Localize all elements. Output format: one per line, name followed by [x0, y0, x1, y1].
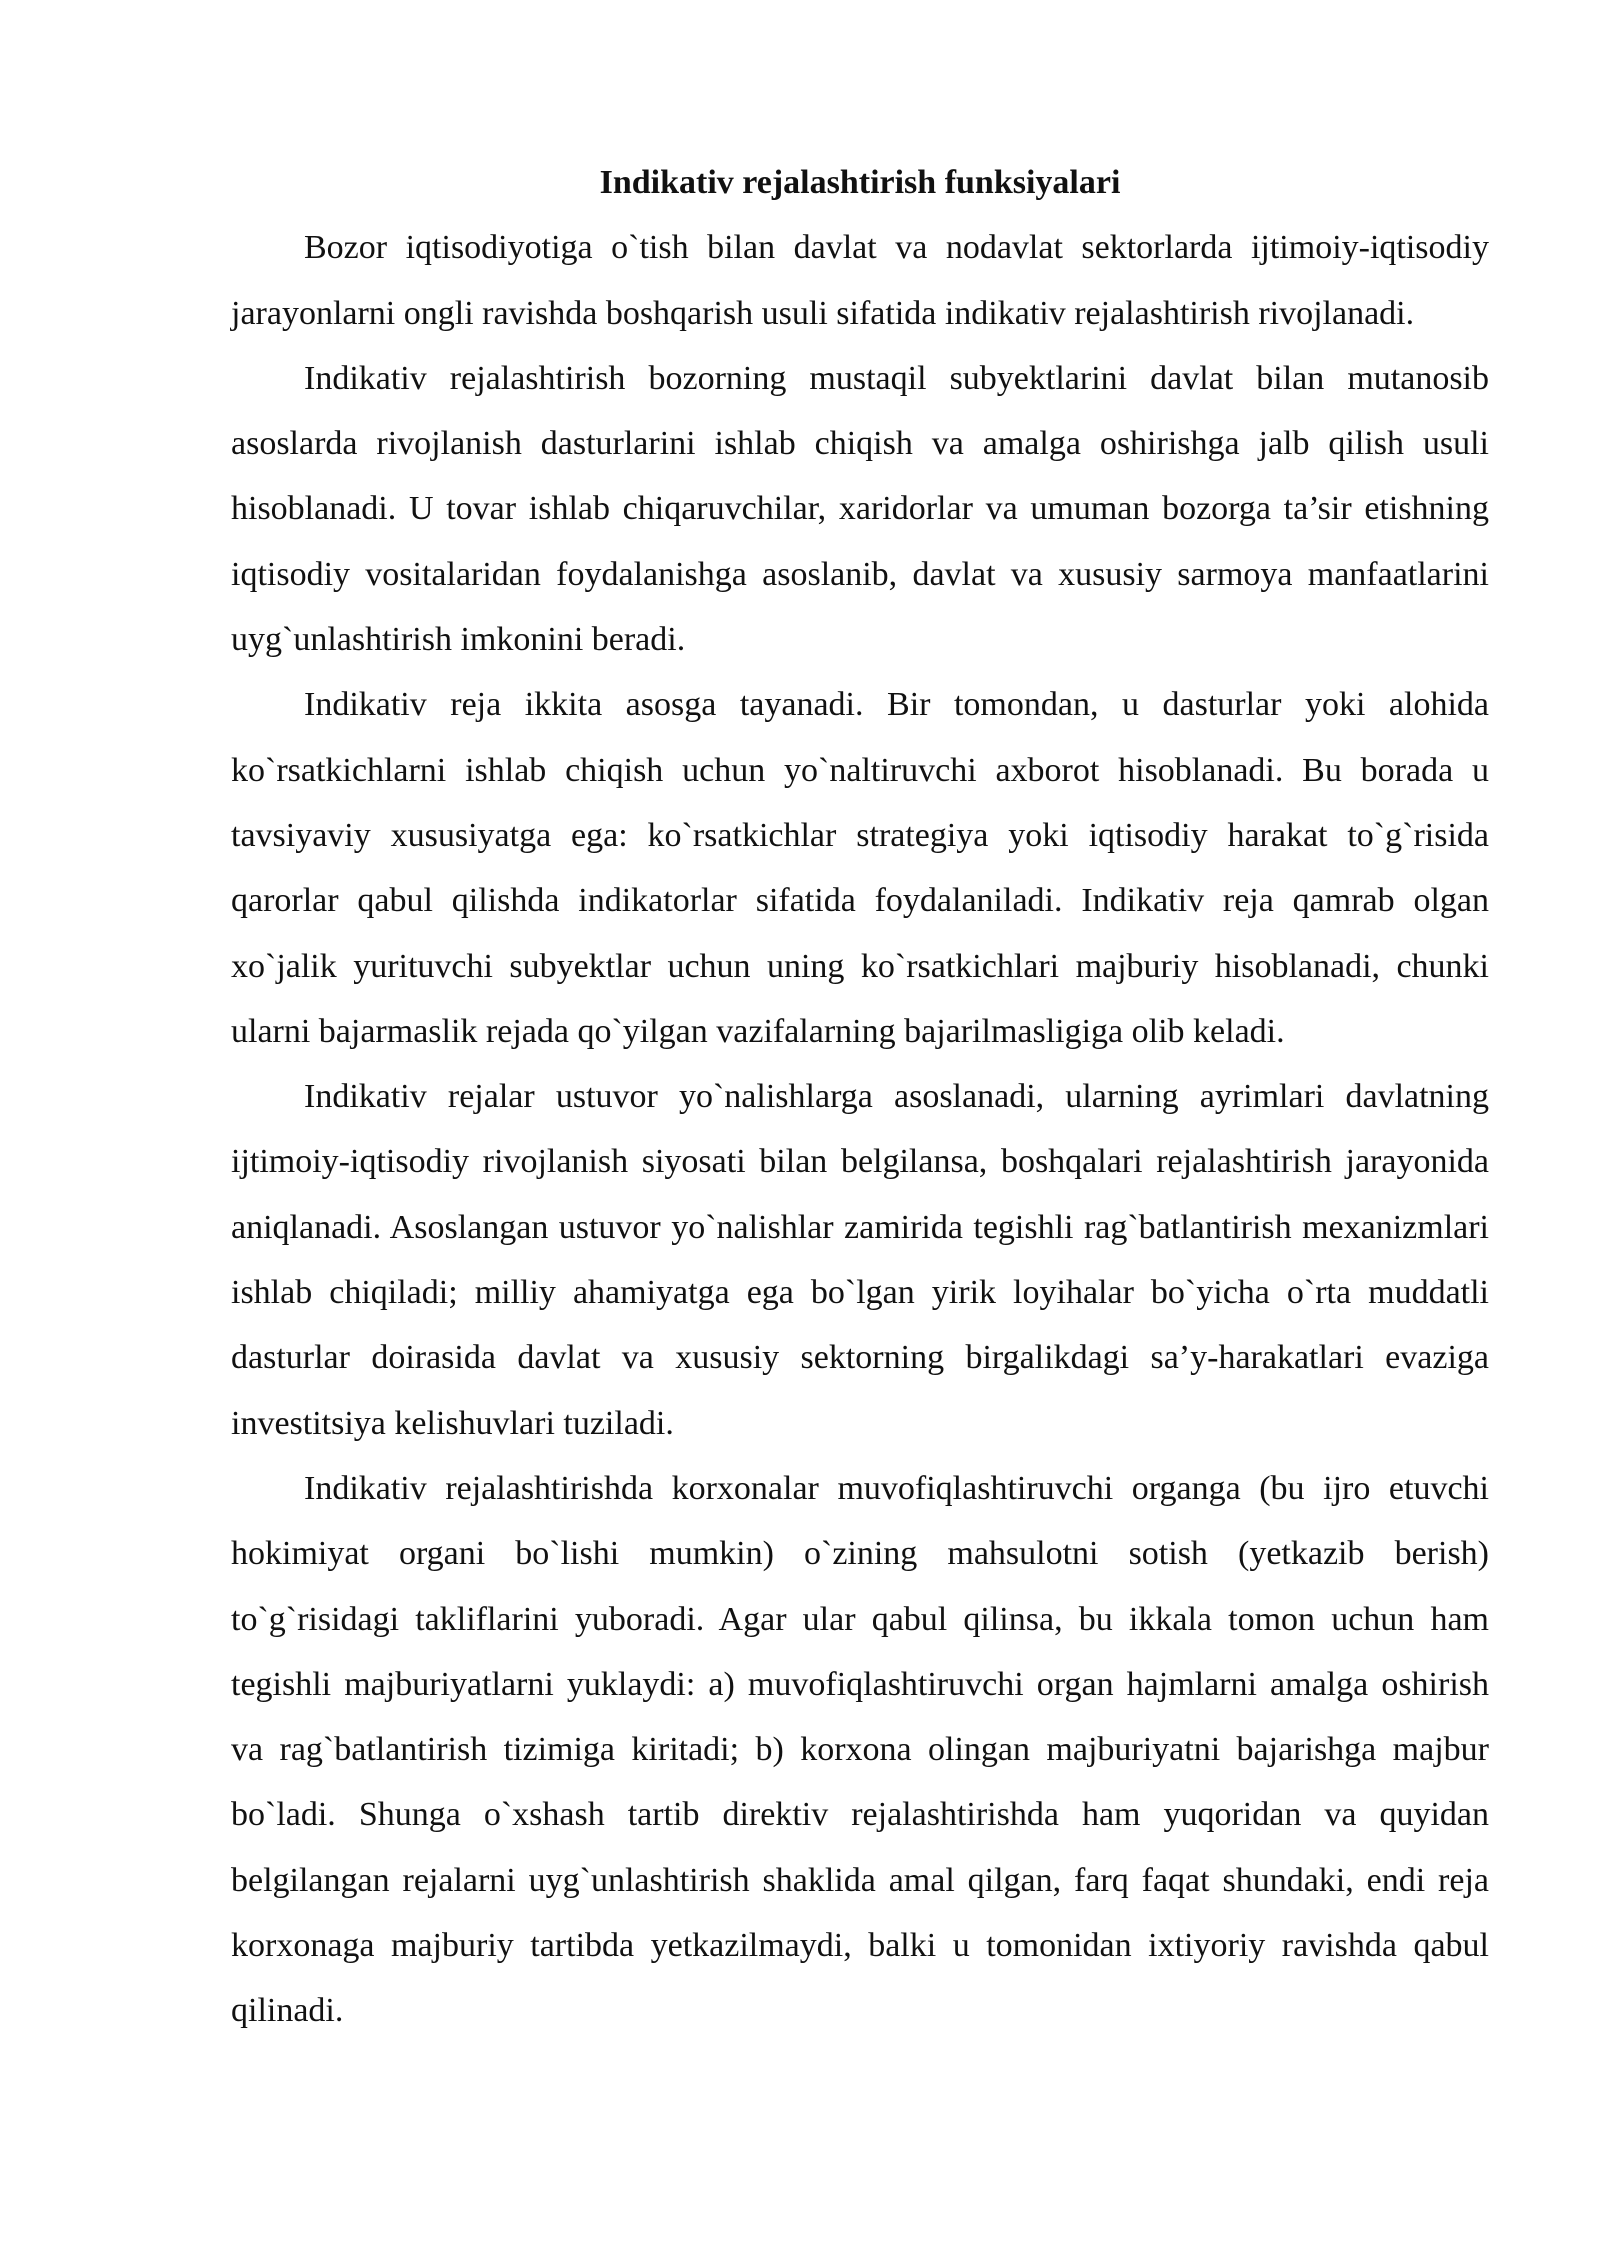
paragraph-3: Indikativ reja ikkita asosga tayanadi. Bir tomondan, u dasturlar yoki alohida ko`rsatkichlarni ishlab chiqish uchun yo`naltiruvchi axborot hisoblanadi. Bu borada u tavsiyaviy xususiyatga ega: ko`rsatkichlar strategiya yoki iqtisodiy harakat to`g`risida qarorlar qabul qilishda indikatorlar sifatida foydalaniladi. Indikativ reja qamrab olgan xo`jalik yurituvchi subyektlar uchun uning ko`rsatkichlari majburiy hisoblanadi, chunki ularni bajarmaslik rejada qo`yilgan vazifalarning bajarilmasligiga olib keladi.	[231, 686, 1489, 1050]
paragraph-1: Bozor iqtisodiyotiga o`tish bilan davlat va nodavlat sektorlarda ijtimoiy-iqtisodiy jarayonlarni ongli ravishda boshqarish usuli sifatida indikativ rejalashtirish rivojlanadi.	[231, 229, 1489, 332]
paragraph-2: Indikativ rejalashtirish bozorning mustaqil subyektlarini davlat bilan mutanosib asoslarda rivojlanish dasturlarini ishlab chiqish va amalga oshirishga jalb qilish usuli hisoblanadi. U tovar ishlab chiqaruvchilar, xaridorlar va umuman bozorga ta’sir etishning iqtisodiy vositalaridan foydalanishga asoslanib, davlat va xususiy sarmoya manfaatlarini uyg`unlashtirish imkonini beradi.	[231, 359, 1489, 659]
paragraph-4: Indikativ rejalar ustuvor yo`nalishlarga asoslanadi, ularning ayrimlari davlatning ijtimoiy-iqtisodiy rivojlanish siyosati bilan belgilansa, boshqalari rejalashtirish jarayonida aniqlanadi. Asoslangan ustuvor yo`nalishlar zamirida tegishli rag`batlantirish mexanizmlari ishlab chiqiladi; milliy ahamiyatga ega bo`lgan yirik loyihalar bo`yicha o`rta muddatli dasturlar doirasida davlat va xususiy sektorning birgalikdagi sa’y-harakatlari evaziga investitsiya kelishuvlari tuziladi.	[231, 1078, 1489, 1442]
document-title: Indikativ rejalashtirish funksiyalari	[599, 164, 1121, 201]
document-body	[231, 150, 1489, 2044]
paragraph-5: Indikativ rejalashtirishda korxonalar muvofiqlashtiruvchi organga (bu ijro etuvchi hokimiyat organi bo`lishi mumkin) o`zining mahsulotni sotish (yetkazib berish) to`g`risidagi takliflarini yuboradi. Agar ular qabul qilinsa, bu ikkala tomon uchun ham tegishli majburiyatlarni yuklaydi: a) muvofiqlashtiruvchi organ hajmlarni amalga oshirish va rag`batlantirish tizimiga kiritadi; b) korxona olingan majburiyatni bajarishga majbur bo`ladi. Shunga o`xshash tartib direktiv rejalashtirishda ham yuqoridan va quyidan belgilangan rejalarni uyg`unlashtirish shaklida amal qilgan, farq faqat shundaki, endi reja korxonaga majburiy tartibda yetkazilmaydi, balki u tomonidan ixtiyoriy ravishda qabul qilinadi.	[231, 1469, 1489, 2030]
